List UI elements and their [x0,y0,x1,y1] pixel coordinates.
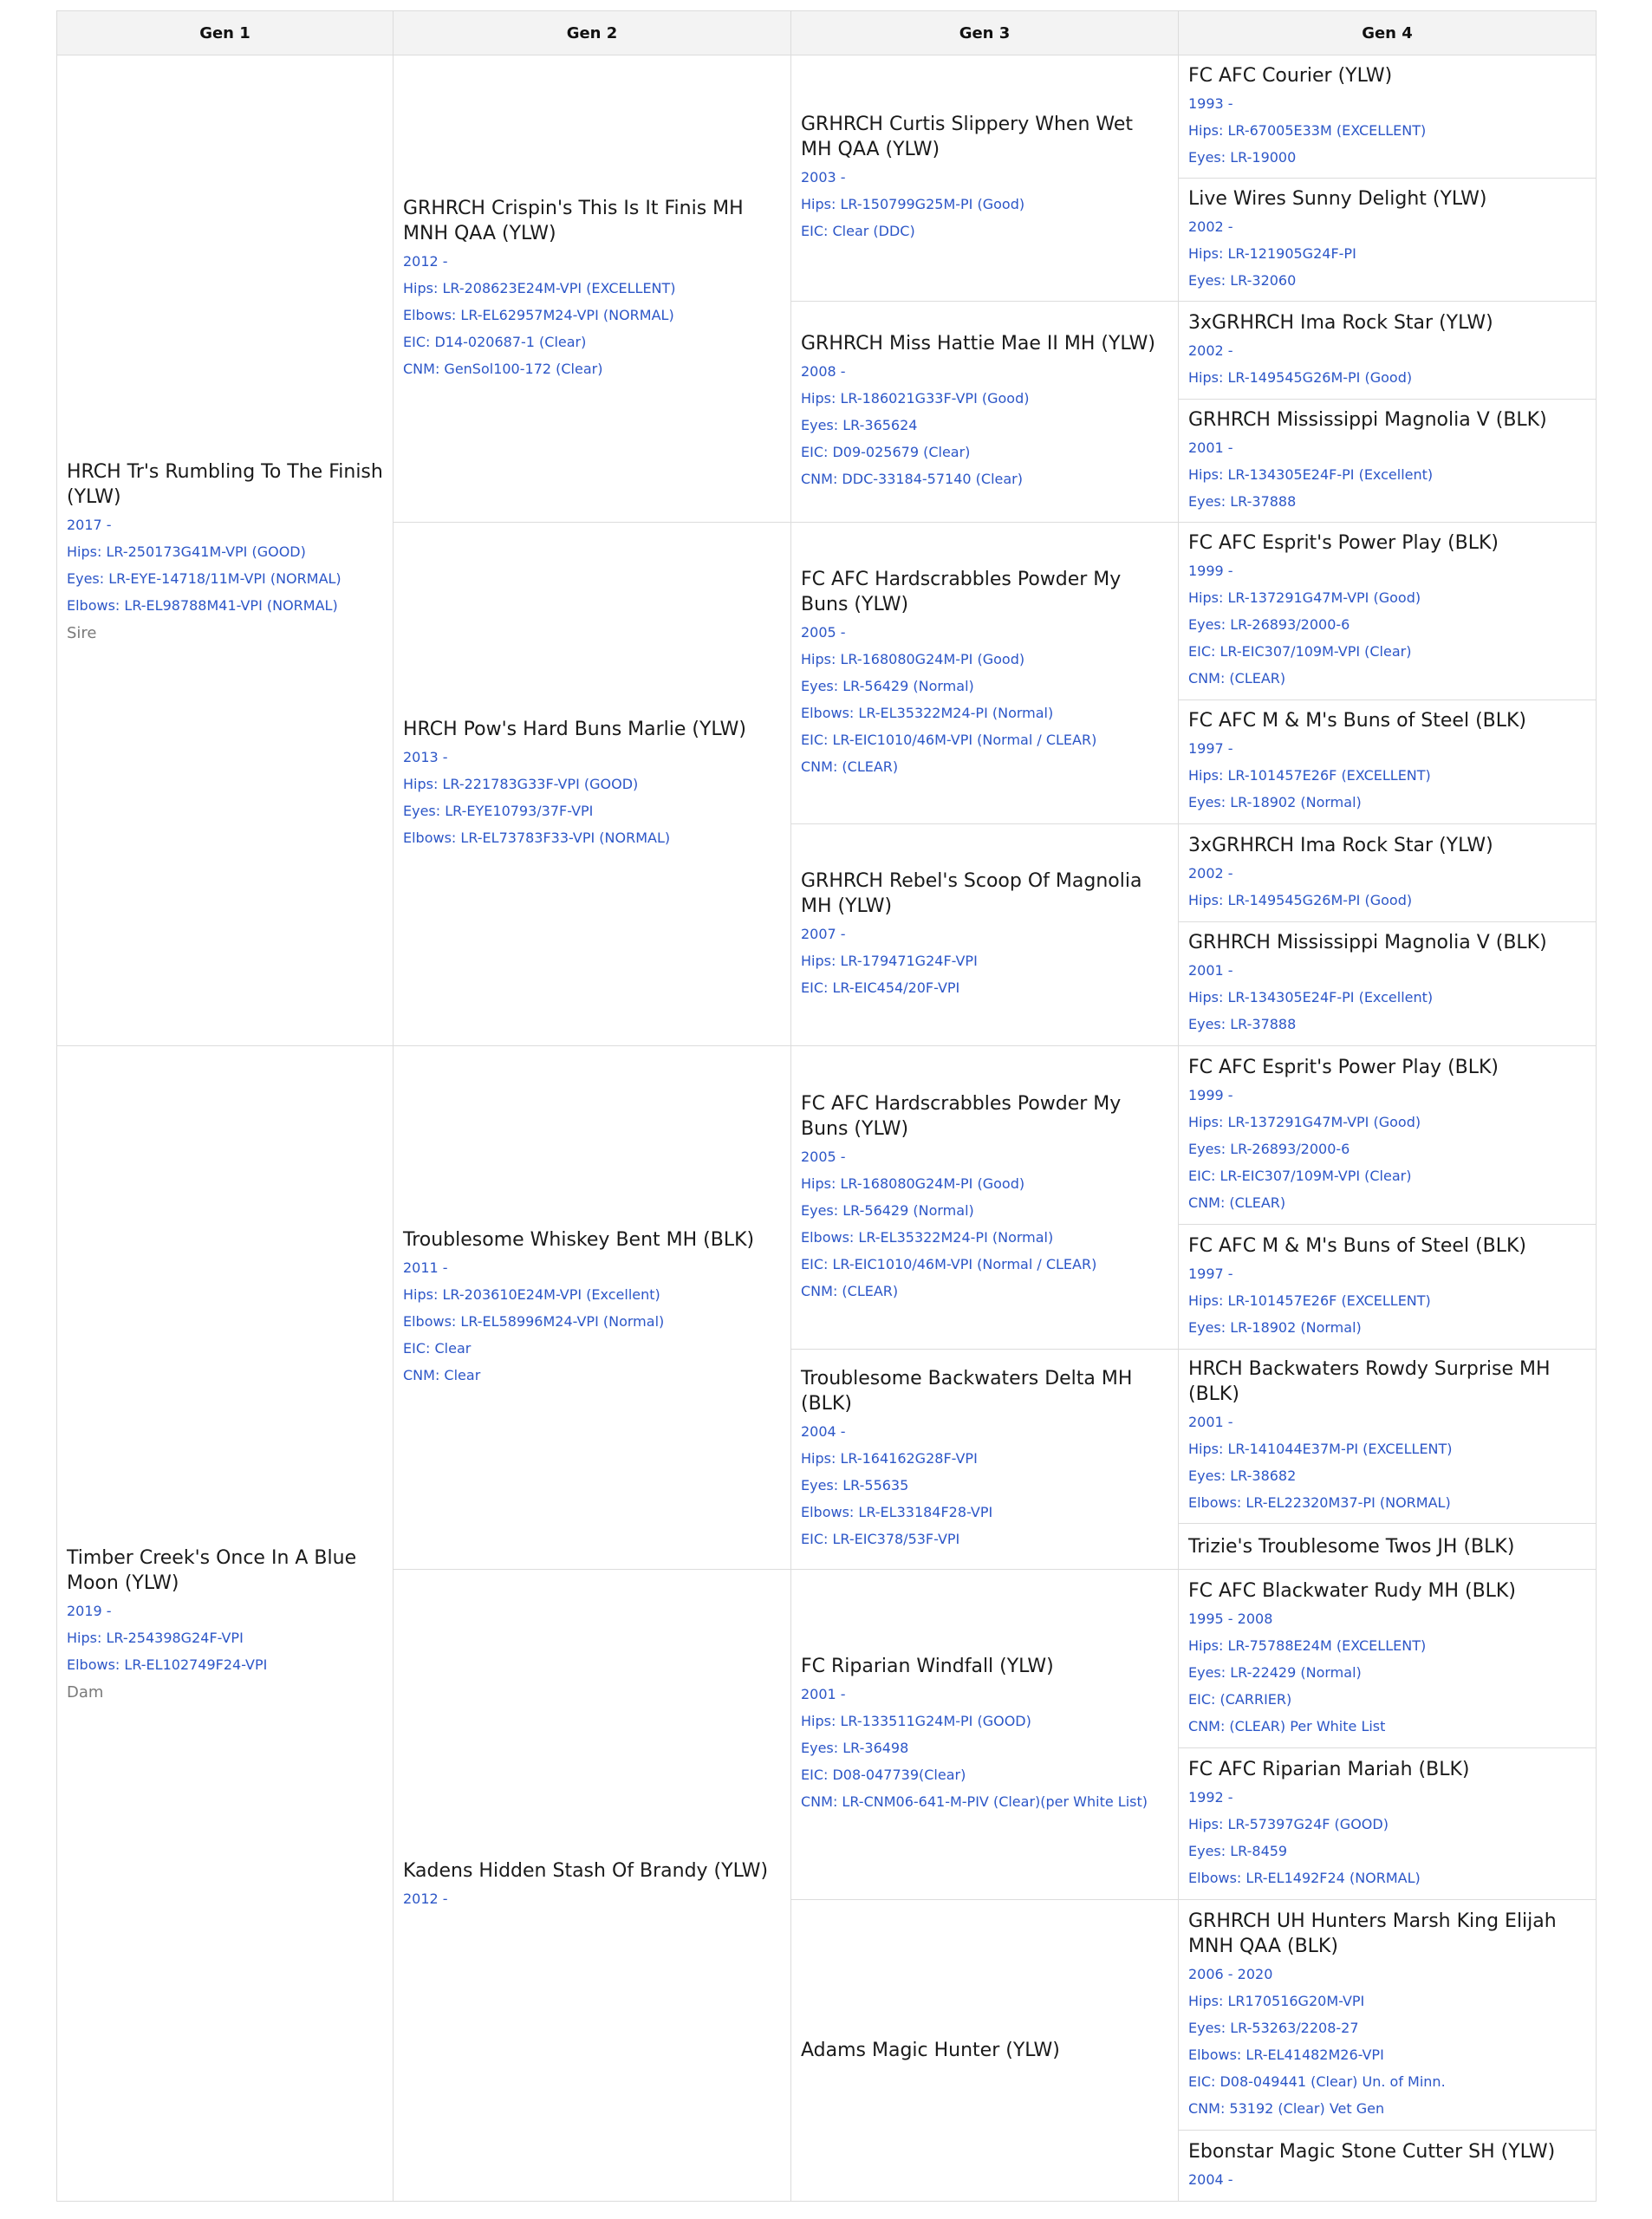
dog-entry [801,869,1168,1001]
dog-health-record: CNM: (CLEAR) [1188,670,1286,687]
dog-health-record: EIC: LR-EIC1010/46M-VPI (Normal / CLEAR) [801,1255,1097,1272]
dog-health-record: EIC: LR-EIC307/109M-VPI (Clear) [1188,1167,1412,1184]
dog-entry [1188,186,1586,294]
dog-health-record: Hips: LR-137291G47M-VPI (Good) [1188,589,1421,606]
dog-details [1188,735,1586,816]
dog-health-record: Hips: LR-164162G28F-VPI [801,1450,978,1467]
dog-years: 2008 - [801,363,846,380]
dog-name-link[interactable]: FC AFC Esprit's Power Play (BLK) [1188,1056,1499,1078]
dog-health-record: Hips: LR-133511G24M-PI (GOOD) [801,1713,1031,1729]
dog-details [67,511,383,619]
header-gen-2: Gen 2 [393,11,791,55]
dog-health-record: Eyes: LR-22429 (Normal) [1188,1663,1362,1681]
dog-details [1188,1260,1586,1341]
dog-health-record: Hips: LR-141044E37M-PI (EXCELLENT) [1188,1441,1453,1457]
dog-health-record: CNM: LR-CNM06-641-M-PIV (Clear)(per White List) [801,1793,1148,1810]
dog-entry [67,1545,383,1702]
parent-role-label: Dam [67,1683,104,1702]
dog-health-record: EIC: LR-EIC378/53F-VPI [801,1531,960,1547]
dog-entry [1188,1578,1586,1740]
gen4-cell [1179,302,1597,400]
dog-health-record: Eyes: LR-55635 [801,1477,909,1493]
dog-health-record: Hips: LR-221783G33F-VPI (GOOD) [403,776,639,792]
dog-name-link[interactable]: FC AFC Riparian Mariah (BLK) [1188,1758,1470,1780]
dog-details [801,619,1168,780]
dog-health-record: Hips: LR-57397G24F (GOOD) [1188,1815,1389,1832]
pedigree-container [56,10,1596,2202]
dog-name-link[interactable]: GRHRCH Miss Hattie Mae II MH (YLW) [801,333,1155,355]
dog-entry [1188,530,1586,692]
dog-health-record: Eyes: LR-365624 [801,417,918,433]
dog-entry [1188,310,1586,391]
gen1-sire-cell [57,55,393,1046]
dog-years: 2013 - [403,749,448,765]
dog-entry [801,112,1168,244]
dog-health-record: CNM: GenSol100-172 (Clear) [403,360,603,377]
dog-health-record: Eyes: LR-8459 [1188,1842,1288,1859]
dog-health-record: Hips: LR-208623E24M-VPI (EXCELLENT) [403,279,676,296]
dog-name-link[interactable]: Trizie's Troublesome Twos JH (BLK) [1188,1535,1515,1558]
dog-name-link[interactable]: FC AFC Hardscrabbles Powder My Buns (YLW) [801,1092,1122,1140]
dog-name-link[interactable]: Troublesome Whiskey Bent MH (BLK) [403,1228,755,1251]
dog-years: 2001 - [801,1686,846,1702]
dog-health-record: CNM: Clear [403,1366,481,1383]
dog-years: 2005 - [801,623,846,641]
dog-health-record: Eyes: LR-56429 (Normal) [801,677,974,694]
dog-health-record: Eyes: LR-EYE-14718/11M-VPI (NORMAL) [67,569,341,587]
dog-name-link[interactable]: FC AFC Blackwater Rudy MH (BLK) [1188,1579,1516,1602]
dog-entry [1188,407,1586,515]
dog-entry [801,567,1168,780]
dog-entry [1188,63,1586,171]
dog-health-record: Eyes: LR-37888 [1188,1016,1297,1032]
dog-health-record: Elbows: LR-EL98788M41-VPI (NORMAL) [67,596,338,614]
dog-name-link[interactable]: GRHRCH UH Hunters Marsh King Elijah MNH QAA (BLK) [1188,1910,1557,1957]
dog-health-record: EIC: D09-025679 (Clear) [801,444,971,460]
dog-health-record: CNM: 53192 (Clear) Vet Gen [1188,2099,1385,2117]
dog-entry [1188,1909,1586,2122]
dog-health-record: Elbows: LR-EL62957M24-VPI (NORMAL) [403,306,674,323]
dog-name-link[interactable]: GRHRCH Crispin's This Is It Finis MH MNH QAA (YLW) [403,197,744,244]
dog-entry [801,1366,1168,1552]
dog-years: 2002 - [1188,342,1233,359]
gen4-cell [1179,922,1597,1046]
dog-health-record: Hips: LR-134305E24F-PI (Excellent) [1188,465,1434,483]
dog-years: 2004 - [1188,2170,1233,2188]
gen3-cell [791,1900,1179,2202]
dog-health-record: Hips: LR-67005E33M (EXCELLENT) [1188,121,1427,139]
dog-health-record: Hips: LR-149545G26M-PI (Good) [1188,891,1413,908]
dog-years: 2003 - [801,169,846,185]
dog-health-record: Eyes: LR-26893/2000-6 [1188,1140,1350,1157]
dog-entry [1188,1757,1586,1891]
dog-health-record: Eyes: LR-38682 [1188,1467,1297,1484]
dog-entry [403,196,781,382]
dog-health-record: Eyes: LR-37888 [1188,492,1297,510]
dog-details [1188,213,1586,294]
dog-details [801,164,1168,244]
dog-health-record: CNM: (CLEAR) Per White List [1188,1717,1386,1734]
gen2-cell [393,1570,791,2202]
dog-health-record: Hips: LR-250173G41M-VPI (GOOD) [67,543,306,560]
dog-health-record: CNM: (CLEAR) [801,758,899,775]
dog-years: 1992 - [1188,1788,1233,1806]
dog-details [1188,1784,1586,1891]
dog-years: 2002 - [1188,864,1233,882]
gen4-cell [1179,55,1597,179]
dog-name-link[interactable]: FC AFC Hardscrabbles Powder My Buns (YLW) [801,568,1122,615]
dog-years: 1997 - [1188,740,1233,757]
gen4-cell [1179,1900,1597,2131]
dog-entry [1188,1357,1586,1516]
gen3-cell [791,1350,1179,1570]
dog-name-link[interactable]: FC AFC M & M's Buns of Steel (BLK) [1188,1234,1527,1257]
gen2-cell [393,55,791,523]
dog-health-record: Eyes: LR-26893/2000-6 [1188,616,1350,633]
gen4-cell [1179,700,1597,824]
dog-entry [1188,1055,1586,1216]
dog-details [1188,2166,1586,2193]
gen1-dam-cell [57,1046,393,2202]
dog-details [1188,1082,1586,1216]
gen3-cell [791,523,1179,824]
dog-entry [1188,1233,1586,1341]
dog-name-link[interactable]: HRCH Pow's Hard Buns Marlie (YLW) [403,719,746,740]
dog-details [403,248,781,382]
dog-health-record: Elbows: LR-EL35322M24-PI (Normal) [801,1228,1054,1246]
header-row [57,11,1597,55]
dog-health-record: EIC: LR-EIC1010/46M-VPI (Normal / CLEAR) [801,731,1097,748]
gen4-cell [1179,1524,1597,1570]
dog-health-record: Elbows: LR-EL58996M24-VPI (Normal) [403,1312,665,1330]
dog-health-record: Elbows: LR-EL33184F28-VPI [801,1504,993,1520]
dog-health-record: Elbows: LR-EL35322M24-PI (Normal) [801,704,1054,721]
dog-name-link[interactable]: 3xGRHRCH Ima Rock Star (YLW) [1188,311,1493,334]
dog-years: 2019 - [67,1603,112,1619]
dog-years: 2005 - [801,1148,846,1165]
dog-details [1188,337,1586,391]
dog-name-link[interactable]: Kadens Hidden Stash Of Brandy (YLW) [403,1860,769,1882]
dog-health-record: EIC: Clear (DDC) [801,223,915,239]
dog-name-link[interactable]: Timber Creek's Once In A Blue Moon (YLW) [67,1547,357,1594]
dog-name-link[interactable]: FC AFC Courier (YLW) [1188,64,1393,87]
dog-years: 1993 - [1188,94,1233,112]
dog-entry [403,1858,781,1912]
dog-health-record: CNM: (CLEAR) [1188,1194,1286,1211]
dog-health-record: Eyes: LR-56429 (Normal) [801,1201,974,1219]
gen3-cell [791,302,1179,523]
header-gen-4: Gen 4 [1179,11,1597,55]
dog-entry [801,1654,1168,1815]
dog-health-record: EIC: D08-047739(Clear) [801,1767,966,1783]
dog-entry [1188,2139,1586,2193]
dog-health-record: Elbows: LR-EL73783F33-VPI (NORMAL) [403,830,671,846]
dog-health-record: Hips: LR-134305E24F-PI (Excellent) [1188,989,1434,1005]
gen4-cell [1179,824,1597,922]
header-gen-3: Gen 3 [791,11,1179,55]
gen3-cell [791,824,1179,1046]
dog-name-link[interactable]: Adams Magic Hunter (YLW) [801,2040,1060,2061]
dog-name-link[interactable]: Ebonstar Magic Stone Cutter SH (YLW) [1188,2140,1556,2163]
dog-years: 1995 - 2008 [1188,1610,1273,1627]
gen4-cell [1179,2131,1597,2202]
dog-details [1188,1961,1586,2122]
dog-details [1188,860,1586,914]
dog-name-link[interactable]: Troublesome Backwaters Delta MH (BLK) [801,1368,1133,1415]
dog-years: 2004 - [801,1423,846,1440]
dog-details [801,921,1168,1001]
dog-health-record: Hips: LR-168080G24M-PI (Good) [801,650,1025,667]
dog-name-link[interactable]: Live Wires Sunny Delight (YLW) [1188,187,1487,210]
dog-health-record: Eyes: LR-36498 [801,1740,909,1756]
dog-years: 1997 - [1188,1265,1233,1282]
dog-health-record: Hips: LR-150799G25M-PI (Good) [801,196,1025,212]
dog-health-record: EIC: Clear [403,1339,472,1357]
dog-details [1188,90,1586,171]
dog-entry [1188,930,1586,1038]
dog-health-record: Hips: LR-203610E24M-VPI (Excellent) [403,1285,660,1303]
dog-years: 2001 - [1188,439,1233,456]
dog-name-link[interactable]: HRCH Backwaters Rowdy Surprise MH (BLK) [1188,1358,1551,1405]
dog-name-link[interactable]: GRHRCH Rebel's Scoop Of Magnolia MH (YLW) [801,870,1142,917]
gen4-cell [1179,1046,1597,1225]
dog-entry [403,1227,781,1389]
dog-years: 2007 - [801,926,846,942]
gen4-cell [1179,1225,1597,1350]
dog-years: 2006 - 2020 [1188,1965,1273,1982]
dog-name-link[interactable]: GRHRCH Mississippi Magnolia V (BLK) [1188,408,1547,431]
dog-details [67,1598,383,1678]
dog-details [1188,434,1586,515]
dog-years: 2017 - [67,516,112,533]
dog-details [801,1143,1168,1305]
dog-health-record: Hips: LR-121905G24F-PI [1188,244,1356,262]
dog-name-link[interactable]: FC AFC Esprit's Power Play (BLK) [1188,532,1499,554]
dog-years: 2011 - [403,1259,448,1276]
parent-role-label: Sire [67,623,97,642]
dog-health-record: CNM: (CLEAR) [801,1282,899,1299]
header-gen-1: Gen 1 [57,11,393,55]
dog-health-record: EIC: (CARRIER) [1188,1690,1292,1708]
dog-details [801,1418,1168,1552]
gen4-cell [1179,1570,1597,1748]
dog-years: 2001 - [1188,962,1233,979]
dog-entry [801,1091,1168,1305]
dog-name-link[interactable]: GRHRCH Curtis Slippery When Wet MH QAA (YLW) [801,114,1134,160]
gen3-cell [791,1046,1179,1350]
dog-name-link[interactable]: GRHRCH Mississippi Magnolia V (BLK) [1188,932,1547,953]
dog-health-record: Eyes: LR-19000 [1188,148,1297,166]
dog-details [403,1885,781,1912]
gen2-cell [393,1046,791,1570]
dog-health-record: EIC: D08-049441 (Clear) Un. of Minn. [1188,2073,1446,2090]
dog-details [801,1681,1168,1815]
dog-years: 2012 - [403,1890,448,1907]
dog-health-record: Hips: LR-179471G24F-VPI [801,953,978,969]
gen2-cell [393,523,791,1046]
dog-entry [1188,708,1586,816]
dog-details [403,744,781,851]
dog-health-record: EIC: LR-EIC307/109M-VPI (Clear) [1188,643,1412,660]
dog-entry [67,459,383,642]
gen3-cell [791,1570,1179,1900]
dog-years: 1999 - [1188,1086,1233,1103]
dog-details [801,358,1168,492]
dog-health-record: Hips: LR-186021G33F-VPI (Good) [801,390,1030,407]
gen4-cell [1179,1350,1597,1524]
dog-health-record: Eyes: LR-53263/2208-27 [1188,2019,1359,2036]
gen3-cell [791,55,1179,302]
dog-name-link[interactable]: HRCH Tr's Rumbling To The Finish (YLW) [67,460,383,508]
dog-health-record: Hips: LR170516G20M-VPI [1188,1992,1365,2009]
dog-health-record: Hips: LR-149545G26M-PI (Good) [1188,368,1413,386]
dog-health-record: EIC: D14-020687-1 (Clear) [403,333,587,350]
dog-details [1188,1409,1586,1516]
dog-health-record: Eyes: LR-18902 (Normal) [1188,1318,1362,1336]
gen4-cell [1179,1748,1597,1900]
dog-health-record: Eyes: LR-18902 (Normal) [1188,794,1362,810]
dog-health-record: Eyes: LR-EYE10793/37F-VPI [403,803,594,819]
dog-health-record: Hips: LR-101457E26F (EXCELLENT) [1188,767,1431,784]
dog-entry [1188,1534,1586,1559]
dog-health-record: Eyes: LR-32060 [1188,271,1297,289]
dog-health-record: CNM: DDC-33184-57140 (Clear) [801,471,1023,487]
dog-details [1188,957,1586,1038]
dog-years: 2012 - [403,252,448,270]
dog-health-record: Elbows: LR-EL22320M37-PI (NORMAL) [1188,1494,1451,1511]
dog-health-record: Elbows: LR-EL102749F24-VPI [67,1656,268,1673]
dog-entry [403,717,781,851]
dog-health-record: Hips: LR-168080G24M-PI (Good) [801,1175,1025,1192]
dog-health-record: Hips: LR-254398G24F-VPI [67,1630,244,1646]
dog-health-record: Hips: LR-137291G47M-VPI (Good) [1188,1113,1421,1130]
dog-years: 1999 - [1188,563,1233,579]
dog-health-record: Elbows: LR-EL1492F24 (NORMAL) [1188,1869,1421,1886]
dog-details [1188,557,1586,692]
gen4-cell [1179,179,1597,302]
dog-details [403,1254,781,1389]
dog-health-record: Elbows: LR-EL41482M26-VPI [1188,2046,1384,2063]
dog-name-link[interactable]: 3xGRHRCH Ima Rock Star (YLW) [1188,834,1493,856]
dog-entry [1188,833,1586,914]
dog-health-record: EIC: LR-EIC454/20F-VPI [801,979,960,996]
dog-name-link[interactable]: FC AFC M & M's Buns of Steel (BLK) [1188,710,1527,732]
dog-name-link[interactable]: FC Riparian Windfall (YLW) [801,1656,1054,1677]
dog-entry [801,2038,1168,2063]
dog-details [1188,1605,1586,1740]
gen4-cell [1179,523,1597,700]
pedigree-table [56,10,1597,2202]
dog-health-record: Hips: LR-75788E24M (EXCELLENT) [1188,1637,1427,1654]
dog-health-record: Hips: LR-101457E26F (EXCELLENT) [1188,1292,1431,1309]
dog-years: 2002 - [1188,218,1233,235]
gen4-cell [1179,400,1597,523]
dog-entry [801,331,1168,492]
dog-years: 2001 - [1188,1414,1233,1430]
